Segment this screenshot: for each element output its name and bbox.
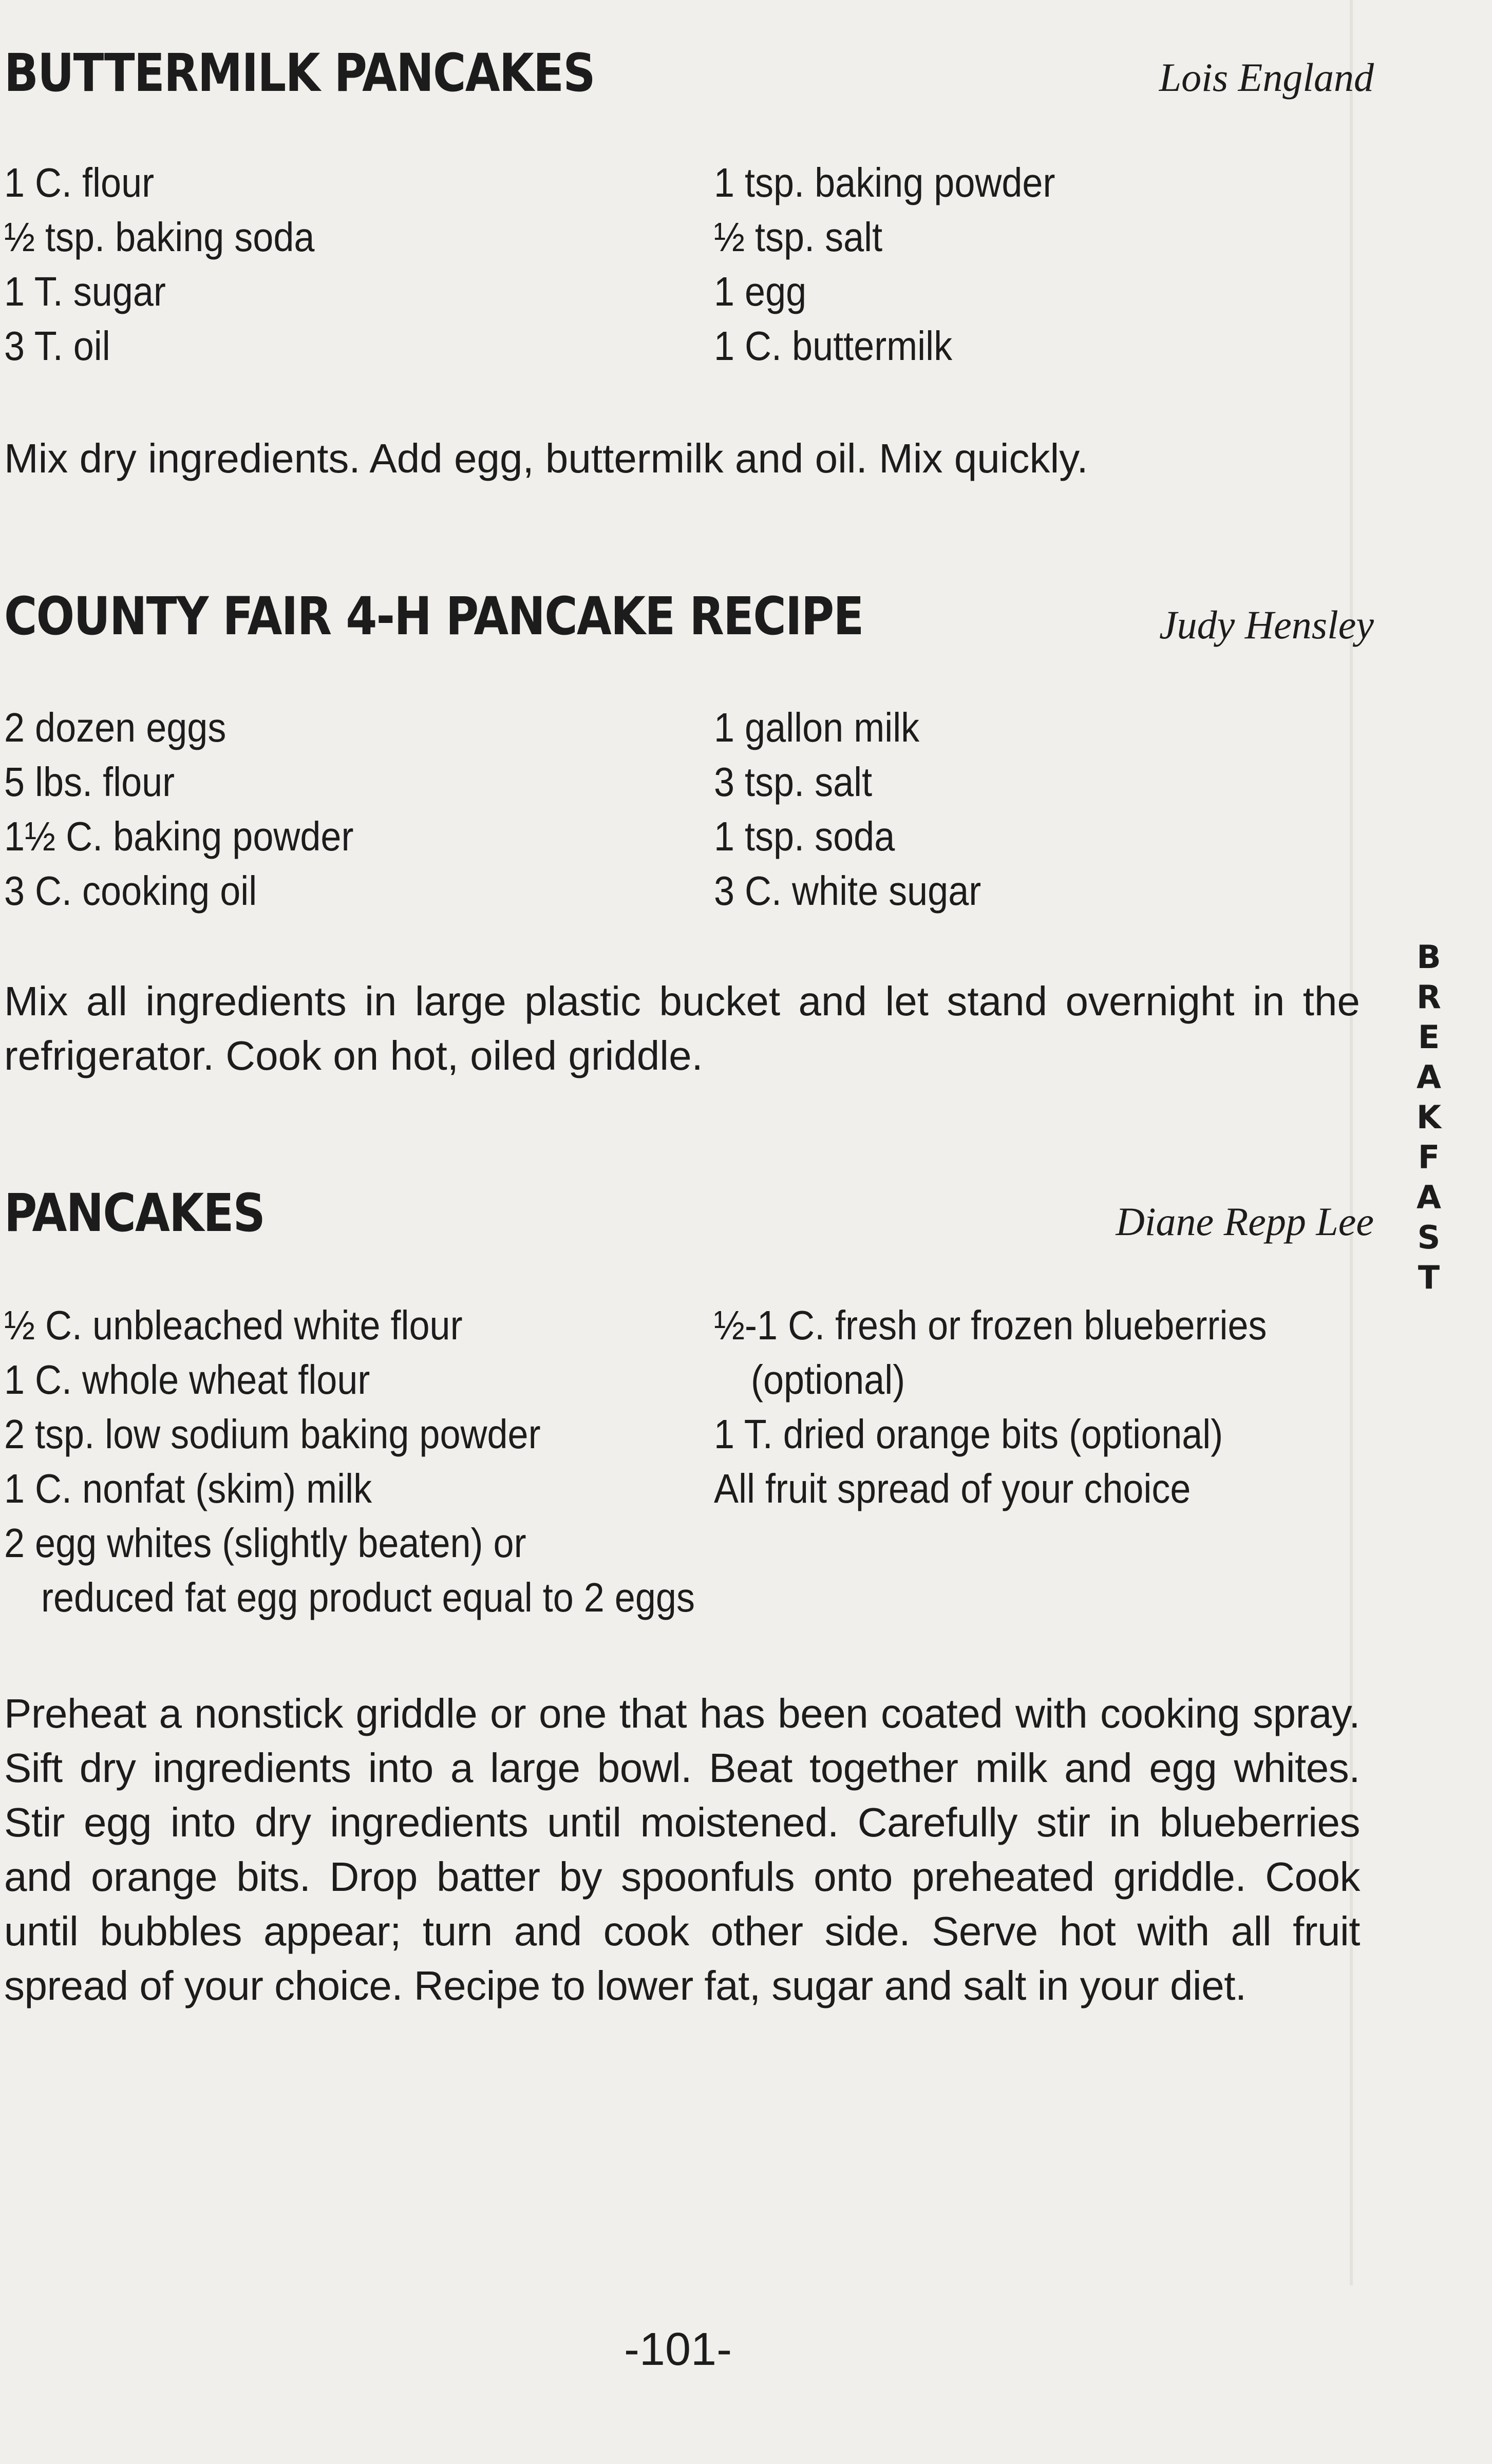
ingredients-left	[4, 156, 314, 373]
ingredient: 1 C. whole wheat flour	[4, 1357, 370, 1402]
ingredients-left	[4, 1298, 695, 1625]
ingredient: ½-1 C. fresh or frozen blueberries	[714, 1302, 1267, 1348]
ingredient: 1 C. nonfat (skim) milk	[4, 1466, 372, 1511]
ingredient: ½ C. unbleached white flour	[4, 1302, 463, 1348]
ingredients-right	[714, 700, 981, 918]
tab-letter: A	[1417, 1179, 1441, 1216]
ingredient: 2 egg whites (slightly beaten) or	[4, 1520, 526, 1566]
ingredient: 1 C. buttermilk	[714, 323, 953, 369]
recipe-directions: Mix all ingredients in large plastic bucket and let stand overnight in the refrigerator. Cook on hot, oiled griddle.	[4, 978, 1360, 1078]
recipe-author: Diane Repp Lee	[1116, 1199, 1374, 1244]
recipe-title: PANCAKES	[4, 1183, 265, 1244]
ingredients-right	[714, 156, 1055, 373]
ingredient: ½ tsp. baking soda	[4, 214, 315, 260]
section-tab-breakfast	[1408, 937, 1449, 1298]
tab-letter: E	[1418, 1018, 1440, 1056]
recipe-author: Lois England	[1159, 55, 1374, 100]
ingredient: 2 tsp. low sodium baking powder	[4, 1411, 541, 1457]
ingredient: 3 C. cooking oil	[4, 868, 257, 914]
ingredient: 5 lbs. flour	[4, 759, 175, 805]
ingredient: 1 tsp. soda	[714, 813, 895, 859]
tab-letter: R	[1417, 978, 1441, 1016]
page-number: -101-	[624, 2324, 732, 2375]
ingredient: 2 dozen eggs	[4, 705, 226, 750]
tab-letter: K	[1416, 1098, 1442, 1136]
ingredient: reduced fat egg product equal to 2 eggs	[41, 1575, 695, 1620]
ingredient: 3 C. white sugar	[714, 868, 981, 914]
ingredient: 1½ C. baking powder	[4, 813, 354, 859]
tab-letter: T	[1418, 1259, 1440, 1296]
ingredient: 1 egg	[714, 269, 807, 314]
ingredients-left	[4, 700, 353, 918]
ingredient: 1 tsp. baking powder	[714, 160, 1055, 205]
ingredient: 3 T. oil	[4, 323, 110, 369]
recipe-directions: Preheat a nonstick griddle or one that has been coated with cooking spray. Sift dry ingredients into a large bowl. Beat together milk and egg whites. Stir egg into dry ingredients until moistened. Carefully stir in blueberries and orange bits. Drop batter by spoonfuls onto preheated griddle. Cook until bubbles appear; turn and cook other side. Serve hot with all fruit spread of your choice. Recipe to lower fat, sugar and salt in your diet.	[4, 1691, 1360, 2008]
ingredient: 1 C. flour	[4, 160, 155, 205]
tab-letter: S	[1417, 1219, 1441, 1256]
ingredient: 1 gallon milk	[714, 705, 920, 750]
ingredients-right	[714, 1298, 1267, 1516]
ingredient: (optional)	[751, 1357, 905, 1402]
ingredient: 3 tsp. salt	[714, 759, 873, 805]
recipe-title: COUNTY FAIR 4-H PANCAKE RECIPE	[4, 586, 863, 647]
ingredient: 1 T. sugar	[4, 269, 166, 314]
tab-letter: F	[1418, 1139, 1440, 1176]
ingredient: 1 T. dried orange bits (optional)	[714, 1411, 1223, 1457]
recipe-title: BUTTERMILK PANCAKES	[4, 43, 595, 104]
ingredient: All fruit spread of your choice	[714, 1466, 1191, 1511]
recipe-directions: Mix dry ingredients. Add egg, buttermilk and oil. Mix quickly.	[4, 435, 1088, 481]
tab-letter: B	[1417, 938, 1441, 976]
tab-letter: A	[1417, 1058, 1441, 1096]
ingredient: ½ tsp. salt	[714, 214, 883, 260]
recipe-author: Judy Hensley	[1159, 602, 1374, 647]
